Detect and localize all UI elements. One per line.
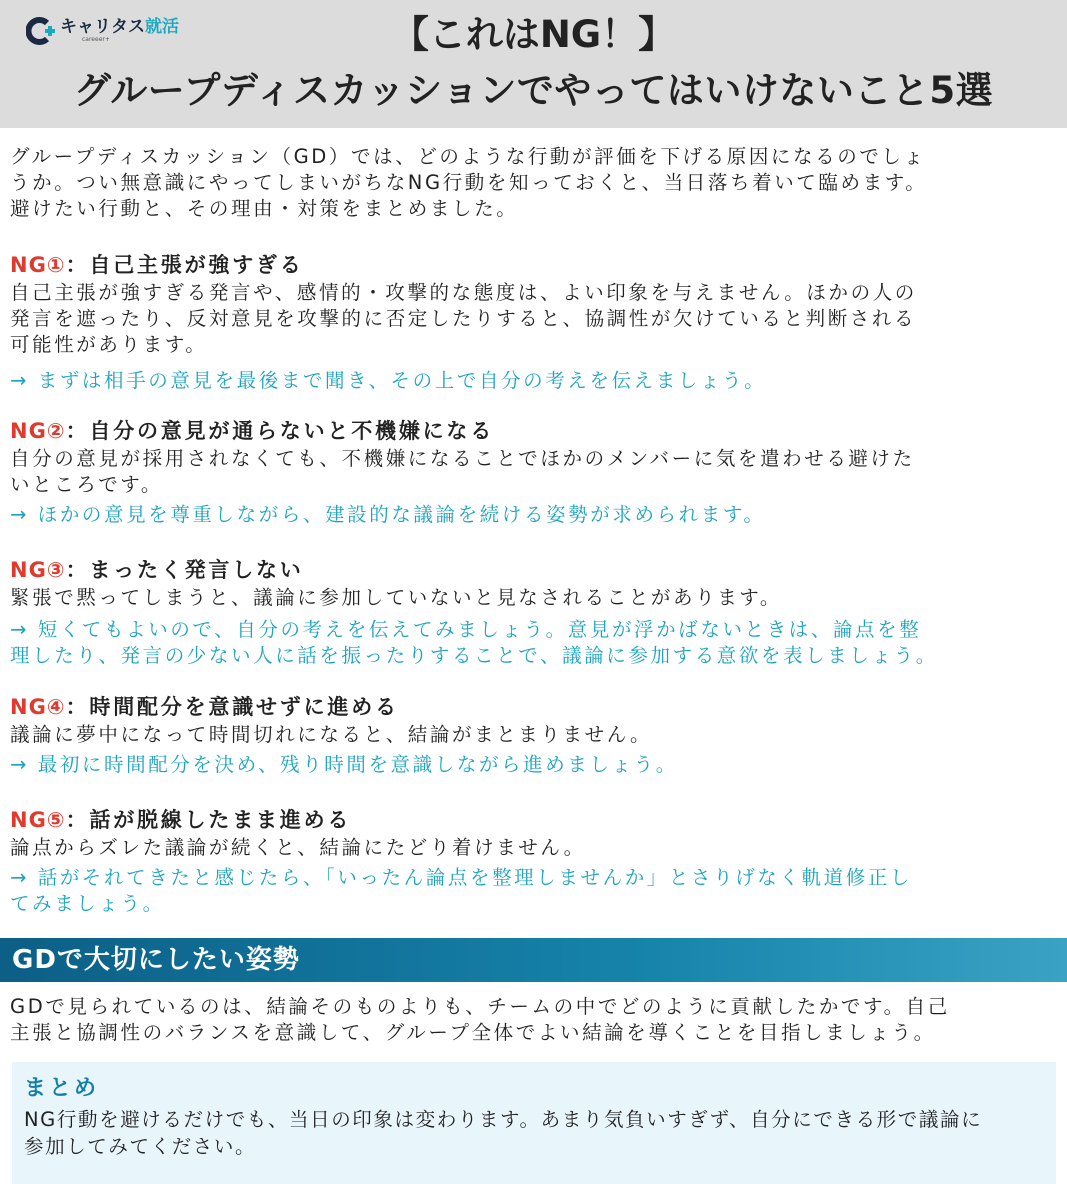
ng-label: NG① (10, 253, 66, 277)
ng-label: NG⑤ (10, 808, 66, 832)
ng-tip-line: てみましょう。 (10, 892, 165, 915)
ng-tip-line: → ほかの意見を尊重しながら、建設的な議論を続ける姿勢が求められます。 (10, 503, 766, 526)
ng-item-1 (10, 250, 1050, 394)
ng-label: NG② (10, 419, 66, 443)
ng-item-3 (10, 555, 1050, 669)
logo-name-main: キャリタス (60, 17, 145, 37)
attitude-heading-band (0, 938, 1067, 982)
summary-line: 参加してみてください。 (24, 1135, 257, 1158)
intro-line: うか。つい無意識にやってしまいがちなNG行動を知っておくと、当日落ち着いて臨めます。 (10, 171, 928, 194)
page-title-line2: グループディスカッションでやってはいけないこと5選 (73, 69, 994, 112)
summary-body (24, 1106, 1044, 1160)
ng-body-line: 自己主張が強すぎる発言や、感情的・攻撃的な態度は、よい印象を与えません。ほかの人の (10, 281, 917, 304)
ng-heading (10, 692, 1050, 722)
ng-body-line: 論点からズレた議論が続くと、結論にたどり着けません。 (10, 836, 586, 859)
ng-heading (10, 416, 1050, 446)
intro-section (10, 144, 1050, 222)
intro-line: グループディスカッション（GD）では、どのような行動が評価を下げる原因になるのでしょ (10, 145, 926, 168)
ng-title: ：話が脱線したまま進める (65, 808, 352, 832)
ng-title: ：自己主張が強すぎる (65, 253, 304, 277)
ng-body-line: 発言を遮ったり、反対意見を攻撃的に否定したりすると、協調性が欠けていると判断される (10, 307, 917, 330)
summary-heading: まとめ (24, 1076, 100, 1101)
page-title-line1: 【これはNG！】 (391, 13, 676, 56)
page-header (0, 0, 1067, 128)
ng-tip-line: → 話がそれてきたと感じたら、「いったん論点を整理しませんか」とさりげなく軌道修正し (10, 866, 912, 889)
ng-body-line: 自分の意見が採用されなくても、不機嫌になることでほかのメンバーに気を遣わせる避けた (10, 447, 915, 470)
ng-item-2 (10, 416, 1050, 528)
intro-line: 避けたい行動と、その理由・対策をまとめました。 (10, 197, 519, 220)
ng-label: NG④ (10, 695, 66, 719)
ng-title: ：まったく発言しない (65, 558, 304, 582)
ng-tip-line: → 最初に時間配分を決め、残り時間を意識しながら進めましょう。 (10, 753, 678, 776)
logo-subtext: careeer+ (82, 36, 110, 43)
ng-body-line: 議論に夢中になって時間切れになると、結論がまとまりません。 (10, 723, 653, 746)
ng-heading (10, 805, 1050, 835)
ng-title: ：自分の意見が通らないと不機嫌になる (65, 419, 494, 443)
ng-tip-line: → まずは相手の意見を最後まで聞き、その上で自分の考えを伝えましょう。 (10, 369, 767, 392)
ng-tip-line: 理したり、発言の少ない人に話を振ったりすることで、議論に参加する意欲を表しましょう。 (10, 644, 938, 667)
ng-body-line: いところです。 (10, 473, 163, 496)
attitude-line: 主張と協調性のバランスを意識して、グループ全体でよい結論を導くことを目指しましょう。 (10, 1021, 936, 1044)
attitude-line: GDで見られているのは、結論そのものよりも、チームの中でどのように貢献したかです。自己 (10, 995, 950, 1018)
ng-label: NG③ (10, 558, 66, 582)
ng-title: ：時間配分を意識せずに進める (65, 695, 399, 719)
logo-name-accent: 就活 (145, 17, 179, 37)
summary-box (12, 1062, 1056, 1184)
summary-line: NG行動を避けるだけでも、当日の印象は変わります。あまり気負いすぎず、自分にできる形で議論に (24, 1108, 983, 1131)
ng-tip-line: → 短くてもよいので、自分の考えを伝えてみましょう。意見が浮かばないときは、論点を整 (10, 618, 922, 641)
attitude-section (10, 994, 1050, 1046)
ng-body-line: 緊張で黙ってしまうと、議論に参加していないと見なされることがあります。 (10, 586, 782, 609)
ng-heading (10, 555, 1050, 585)
ng-item-5 (10, 805, 1050, 917)
ng-heading (10, 250, 1050, 280)
ng-item-4 (10, 692, 1050, 778)
attitude-heading: GDで大切にしたい姿勢 (12, 945, 300, 975)
ng-body-line: 可能性があります。 (10, 333, 208, 356)
